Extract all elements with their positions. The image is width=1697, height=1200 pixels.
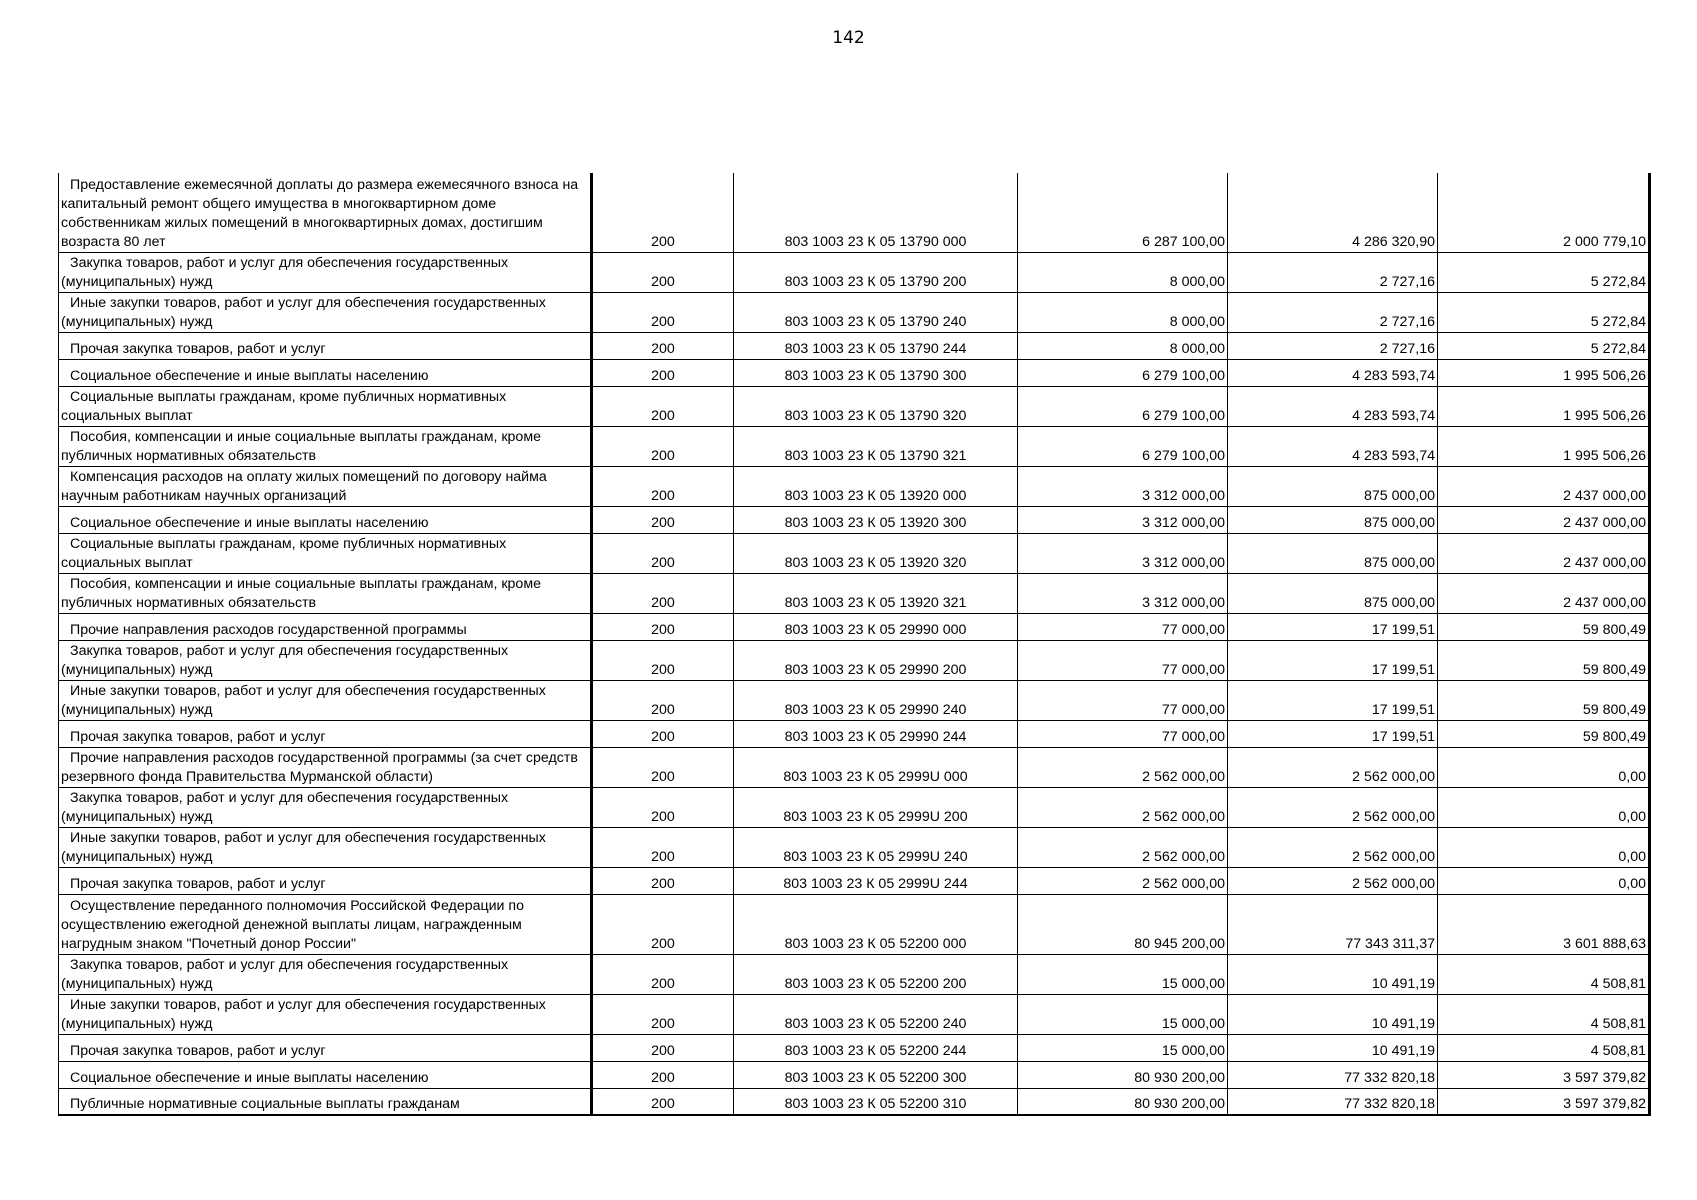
row-budget-classification-code: 803 1003 23 К 05 13920 300 bbox=[734, 506, 1018, 533]
row-description-text: Закупка товаров, работ и услуг для обеспечения государственных (муниципальных) нужд bbox=[61, 789, 509, 825]
row-line-code: 200 bbox=[592, 613, 734, 640]
row-remainder-amount: 3 597 379,82 bbox=[1438, 1088, 1650, 1115]
row-description-text: Иные закупки товаров, работ и услуг для обеспечения государственных (муниципальных) нужд bbox=[61, 829, 546, 865]
row-approved-amount: 77 000,00 bbox=[1018, 640, 1228, 680]
row-description bbox=[59, 386, 592, 426]
table-row bbox=[59, 426, 1650, 466]
row-budget-classification-code: 803 1003 23 К 05 2999U 244 bbox=[734, 867, 1018, 894]
row-description-text: Социальное обеспечение и иные выплаты населению bbox=[70, 367, 429, 384]
row-remainder-amount: 0,00 bbox=[1438, 747, 1650, 787]
row-description bbox=[59, 827, 592, 867]
row-line-code: 200 bbox=[592, 359, 734, 386]
row-budget-classification-code: 803 1003 23 К 05 13920 321 bbox=[734, 573, 1018, 613]
row-approved-amount: 77 000,00 bbox=[1018, 613, 1228, 640]
row-approved-amount: 8 000,00 bbox=[1018, 292, 1228, 332]
row-description-text: Социальные выплаты гражданам, кроме публичных нормативных социальных выплат bbox=[61, 535, 507, 571]
row-executed-amount: 4 283 593,74 bbox=[1228, 359, 1438, 386]
row-line-code: 200 bbox=[592, 640, 734, 680]
row-remainder-amount: 4 508,81 bbox=[1438, 994, 1650, 1034]
row-description-text: Предоставление ежемесячной доплаты до размера ежемесячного взноса на капитальный ремонт общего имущества в многоквартирном доме собственникам жилых помещений в многоквартирных домах, достигшим возраста 80 лет bbox=[61, 176, 579, 250]
row-budget-classification-code: 803 1003 23 К 05 13790 000 bbox=[734, 173, 1018, 252]
row-line-code: 200 bbox=[592, 252, 734, 292]
row-description-text: Прочая закупка товаров, работ и услуг bbox=[70, 875, 326, 892]
row-approved-amount: 77 000,00 bbox=[1018, 680, 1228, 720]
row-description-text: Иные закупки товаров, работ и услуг для обеспечения государственных (муниципальных) нужд bbox=[61, 682, 546, 718]
row-description bbox=[59, 426, 592, 466]
row-executed-amount: 10 491,19 bbox=[1228, 954, 1438, 994]
row-budget-classification-code: 803 1003 23 К 05 13790 244 bbox=[734, 332, 1018, 359]
row-remainder-amount: 2 437 000,00 bbox=[1438, 573, 1650, 613]
row-line-code: 200 bbox=[592, 867, 734, 894]
table-row bbox=[59, 827, 1650, 867]
row-description-text: Публичные нормативные социальные выплаты гражданам bbox=[70, 1096, 460, 1112]
row-approved-amount: 8 000,00 bbox=[1018, 252, 1228, 292]
row-budget-classification-code: 803 1003 23 К 05 13920 320 bbox=[734, 533, 1018, 573]
row-budget-classification-code: 803 1003 23 К 05 52200 240 bbox=[734, 994, 1018, 1034]
row-description-text: Социальные выплаты гражданам, кроме публичных нормативных социальных выплат bbox=[61, 388, 507, 424]
row-remainder-amount: 2 437 000,00 bbox=[1438, 506, 1650, 533]
row-line-code: 200 bbox=[592, 1088, 734, 1115]
row-description-text: Пособия, компенсации и иные социальные выплаты гражданам, кроме публичных нормативных обязательств bbox=[61, 428, 541, 464]
row-description-text: Социальное обеспечение и иные выплаты населению bbox=[70, 514, 429, 531]
row-approved-amount: 6 279 100,00 bbox=[1018, 426, 1228, 466]
row-remainder-amount: 0,00 bbox=[1438, 867, 1650, 894]
row-line-code: 200 bbox=[592, 994, 734, 1034]
row-remainder-amount: 3 601 888,63 bbox=[1438, 894, 1650, 954]
table-row bbox=[59, 506, 1650, 533]
page-number: 142 bbox=[832, 28, 865, 48]
row-line-code: 200 bbox=[592, 954, 734, 994]
row-description bbox=[59, 1034, 592, 1061]
row-budget-classification-code: 803 1003 23 К 05 52200 300 bbox=[734, 1061, 1018, 1088]
row-executed-amount: 17 199,51 bbox=[1228, 613, 1438, 640]
row-description-text: Прочие направления расходов государственной программы (за счет средств резервного фонда Правительства Мурманской области) bbox=[61, 749, 578, 785]
row-description bbox=[59, 533, 592, 573]
table-row bbox=[59, 292, 1650, 332]
row-description-text: Иные закупки товаров, работ и услуг для обеспечения государственных (муниципальных) нужд bbox=[61, 996, 546, 1032]
row-approved-amount: 2 562 000,00 bbox=[1018, 867, 1228, 894]
row-description-text: Прочая закупка товаров, работ и услуг bbox=[70, 728, 326, 745]
table-row bbox=[59, 640, 1650, 680]
row-line-code: 200 bbox=[592, 894, 734, 954]
row-description bbox=[59, 720, 592, 747]
row-budget-classification-code: 803 1003 23 К 05 52200 244 bbox=[734, 1034, 1018, 1061]
row-approved-amount: 3 312 000,00 bbox=[1018, 573, 1228, 613]
table-row bbox=[59, 867, 1650, 894]
row-description-text: Закупка товаров, работ и услуг для обеспечения государственных (муниципальных) нужд bbox=[61, 254, 509, 290]
row-description-text: Закупка товаров, работ и услуг для обеспечения государственных (муниципальных) нужд bbox=[61, 642, 509, 678]
row-description bbox=[59, 680, 592, 720]
row-budget-classification-code: 803 1003 23 К 05 52200 310 bbox=[734, 1088, 1018, 1115]
row-approved-amount: 80 930 200,00 bbox=[1018, 1088, 1228, 1115]
row-description bbox=[59, 747, 592, 787]
row-remainder-amount: 1 995 506,26 bbox=[1438, 359, 1650, 386]
row-budget-classification-code: 803 1003 23 К 05 2999U 000 bbox=[734, 747, 1018, 787]
row-remainder-amount: 0,00 bbox=[1438, 787, 1650, 827]
table-row bbox=[59, 954, 1650, 994]
table-row bbox=[59, 252, 1650, 292]
row-description bbox=[59, 1061, 592, 1088]
row-remainder-amount: 5 272,84 bbox=[1438, 332, 1650, 359]
row-description-text: Социальное обеспечение и иные выплаты населению bbox=[70, 1069, 429, 1086]
table-row bbox=[59, 613, 1650, 640]
row-approved-amount: 80 945 200,00 bbox=[1018, 894, 1228, 954]
row-budget-classification-code: 803 1003 23 К 05 52200 000 bbox=[734, 894, 1018, 954]
row-budget-classification-code: 803 1003 23 К 05 2999U 200 bbox=[734, 787, 1018, 827]
row-budget-classification-code: 803 1003 23 К 05 29990 240 bbox=[734, 680, 1018, 720]
table-row bbox=[59, 720, 1650, 747]
row-executed-amount: 875 000,00 bbox=[1228, 533, 1438, 573]
row-executed-amount: 2 562 000,00 bbox=[1228, 827, 1438, 867]
row-executed-amount: 2 727,16 bbox=[1228, 252, 1438, 292]
row-executed-amount: 2 562 000,00 bbox=[1228, 867, 1438, 894]
row-executed-amount: 77 343 311,37 bbox=[1228, 894, 1438, 954]
table-row bbox=[59, 386, 1650, 426]
row-approved-amount: 3 312 000,00 bbox=[1018, 533, 1228, 573]
row-executed-amount: 17 199,51 bbox=[1228, 680, 1438, 720]
row-remainder-amount: 59 800,49 bbox=[1438, 613, 1650, 640]
row-budget-classification-code: 803 1003 23 К 05 29990 000 bbox=[734, 613, 1018, 640]
row-line-code: 200 bbox=[592, 466, 734, 506]
row-budget-classification-code: 803 1003 23 К 05 52200 200 bbox=[734, 954, 1018, 994]
row-executed-amount: 2 562 000,00 bbox=[1228, 747, 1438, 787]
table-row bbox=[59, 332, 1650, 359]
row-approved-amount: 2 562 000,00 bbox=[1018, 827, 1228, 867]
row-executed-amount: 875 000,00 bbox=[1228, 573, 1438, 613]
row-line-code: 200 bbox=[592, 720, 734, 747]
row-description bbox=[59, 506, 592, 533]
row-remainder-amount: 0,00 bbox=[1438, 827, 1650, 867]
row-budget-classification-code: 803 1003 23 К 05 13790 300 bbox=[734, 359, 1018, 386]
row-description bbox=[59, 173, 592, 252]
row-description bbox=[59, 787, 592, 827]
table-row bbox=[59, 894, 1650, 954]
row-line-code: 200 bbox=[592, 426, 734, 466]
row-approved-amount: 80 930 200,00 bbox=[1018, 1061, 1228, 1088]
table-row bbox=[59, 533, 1650, 573]
row-description-text: Прочая закупка товаров, работ и услуг bbox=[70, 340, 326, 357]
row-description bbox=[59, 359, 592, 386]
row-description bbox=[59, 640, 592, 680]
row-line-code: 200 bbox=[592, 533, 734, 573]
row-budget-classification-code: 803 1003 23 К 05 13790 200 bbox=[734, 252, 1018, 292]
table-row bbox=[59, 1034, 1650, 1061]
row-line-code: 200 bbox=[592, 332, 734, 359]
row-remainder-amount: 59 800,49 bbox=[1438, 640, 1650, 680]
row-executed-amount: 4 283 593,74 bbox=[1228, 426, 1438, 466]
row-executed-amount: 17 199,51 bbox=[1228, 720, 1438, 747]
row-description-text: Иные закупки товаров, работ и услуг для обеспечения государственных (муниципальных) нужд bbox=[61, 294, 546, 330]
row-approved-amount: 6 279 100,00 bbox=[1018, 386, 1228, 426]
budget-table bbox=[58, 173, 1651, 1116]
row-remainder-amount: 3 597 379,82 bbox=[1438, 1061, 1650, 1088]
row-description-text: Компенсация расходов на оплату жилых помещений по договору найма научным работникам научных организаций bbox=[61, 468, 547, 504]
table-row bbox=[59, 747, 1650, 787]
row-executed-amount: 875 000,00 bbox=[1228, 466, 1438, 506]
row-description-text: Прочая закупка товаров, работ и услуг bbox=[70, 1042, 326, 1059]
row-remainder-amount: 2 000 779,10 bbox=[1438, 173, 1650, 252]
row-approved-amount: 15 000,00 bbox=[1018, 994, 1228, 1034]
row-budget-classification-code: 803 1003 23 К 05 13790 320 bbox=[734, 386, 1018, 426]
row-budget-classification-code: 803 1003 23 К 05 2999U 240 bbox=[734, 827, 1018, 867]
row-line-code: 200 bbox=[592, 173, 734, 252]
row-description bbox=[59, 954, 592, 994]
table-row bbox=[59, 787, 1650, 827]
row-remainder-amount: 1 995 506,26 bbox=[1438, 386, 1650, 426]
row-approved-amount: 77 000,00 bbox=[1018, 720, 1228, 747]
table-row bbox=[59, 1088, 1650, 1115]
row-executed-amount: 4 283 593,74 bbox=[1228, 386, 1438, 426]
row-executed-amount: 17 199,51 bbox=[1228, 640, 1438, 680]
row-executed-amount: 2 562 000,00 bbox=[1228, 787, 1438, 827]
row-description bbox=[59, 894, 592, 954]
row-executed-amount: 77 332 820,18 bbox=[1228, 1061, 1438, 1088]
row-description bbox=[59, 332, 592, 359]
table-row bbox=[59, 173, 1650, 252]
table-row bbox=[59, 359, 1650, 386]
table-body bbox=[59, 173, 1650, 1115]
row-line-code: 200 bbox=[592, 1034, 734, 1061]
row-line-code: 200 bbox=[592, 747, 734, 787]
row-line-code: 200 bbox=[592, 292, 734, 332]
table-row bbox=[59, 994, 1650, 1034]
row-description bbox=[59, 613, 592, 640]
row-approved-amount: 15 000,00 bbox=[1018, 1034, 1228, 1061]
row-approved-amount: 2 562 000,00 bbox=[1018, 747, 1228, 787]
row-approved-amount: 6 279 100,00 bbox=[1018, 359, 1228, 386]
row-description bbox=[59, 466, 592, 506]
row-approved-amount: 8 000,00 bbox=[1018, 332, 1228, 359]
row-line-code: 200 bbox=[592, 573, 734, 613]
row-description bbox=[59, 292, 592, 332]
row-approved-amount: 15 000,00 bbox=[1018, 954, 1228, 994]
row-remainder-amount: 5 272,84 bbox=[1438, 292, 1650, 332]
row-line-code: 200 bbox=[592, 506, 734, 533]
row-remainder-amount: 1 995 506,26 bbox=[1438, 426, 1650, 466]
row-line-code: 200 bbox=[592, 787, 734, 827]
row-description bbox=[59, 573, 592, 613]
table-row bbox=[59, 1061, 1650, 1088]
row-description bbox=[59, 1088, 592, 1115]
row-remainder-amount: 59 800,49 bbox=[1438, 720, 1650, 747]
table-row bbox=[59, 466, 1650, 506]
row-remainder-amount: 4 508,81 bbox=[1438, 954, 1650, 994]
row-description-text: Пособия, компенсации и иные социальные выплаты гражданам, кроме публичных нормативных обязательств bbox=[61, 575, 541, 611]
row-remainder-amount: 5 272,84 bbox=[1438, 252, 1650, 292]
row-line-code: 200 bbox=[592, 827, 734, 867]
row-budget-classification-code: 803 1003 23 К 05 13790 240 bbox=[734, 292, 1018, 332]
row-line-code: 200 bbox=[592, 1061, 734, 1088]
row-budget-classification-code: 803 1003 23 К 05 29990 244 bbox=[734, 720, 1018, 747]
row-approved-amount: 2 562 000,00 bbox=[1018, 787, 1228, 827]
row-line-code: 200 bbox=[592, 386, 734, 426]
row-description-text: Осуществление переданного полномочия Российской Федерации по осуществлению ежегодной денежной выплаты лицам, награжденным нагрудным знаком "Почетный донор России" bbox=[61, 897, 524, 952]
row-description-text: Прочие направления расходов государственной программы bbox=[70, 621, 467, 638]
row-description-text: Закупка товаров, работ и услуг для обеспечения государственных (муниципальных) нужд bbox=[61, 956, 509, 992]
row-line-code: 200 bbox=[592, 680, 734, 720]
row-remainder-amount: 2 437 000,00 bbox=[1438, 533, 1650, 573]
row-budget-classification-code: 803 1003 23 К 05 13790 321 bbox=[734, 426, 1018, 466]
row-description bbox=[59, 252, 592, 292]
row-remainder-amount: 2 437 000,00 bbox=[1438, 466, 1650, 506]
row-executed-amount: 2 727,16 bbox=[1228, 332, 1438, 359]
row-executed-amount: 875 000,00 bbox=[1228, 506, 1438, 533]
row-approved-amount: 3 312 000,00 bbox=[1018, 466, 1228, 506]
row-executed-amount: 10 491,19 bbox=[1228, 1034, 1438, 1061]
row-budget-classification-code: 803 1003 23 К 05 13920 000 bbox=[734, 466, 1018, 506]
row-remainder-amount: 4 508,81 bbox=[1438, 1034, 1650, 1061]
table-row bbox=[59, 680, 1650, 720]
row-approved-amount: 6 287 100,00 bbox=[1018, 173, 1228, 252]
row-description bbox=[59, 994, 592, 1034]
row-executed-amount: 4 286 320,90 bbox=[1228, 173, 1438, 252]
row-approved-amount: 3 312 000,00 bbox=[1018, 506, 1228, 533]
row-executed-amount: 10 491,19 bbox=[1228, 994, 1438, 1034]
table-row bbox=[59, 573, 1650, 613]
row-description bbox=[59, 867, 592, 894]
row-executed-amount: 2 727,16 bbox=[1228, 292, 1438, 332]
row-remainder-amount: 59 800,49 bbox=[1438, 680, 1650, 720]
row-budget-classification-code: 803 1003 23 К 05 29990 200 bbox=[734, 640, 1018, 680]
row-executed-amount: 77 332 820,18 bbox=[1228, 1088, 1438, 1115]
